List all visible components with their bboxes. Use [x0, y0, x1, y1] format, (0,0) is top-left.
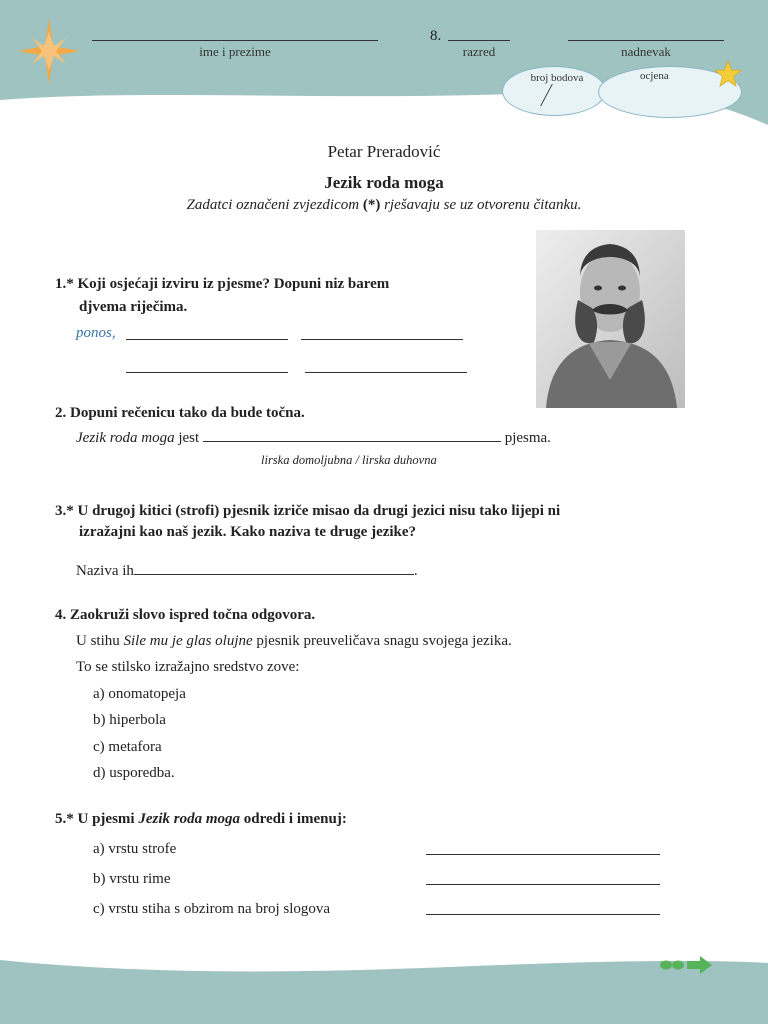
q4-line1-verse: Sile mu je glas olujne: [123, 633, 253, 649]
instruction-line: [0, 197, 768, 214]
name-line[interactable]: [92, 40, 378, 41]
compass-star-icon: [18, 18, 80, 84]
q4-option-c[interactable]: c) metafora: [93, 739, 162, 755]
q5-prompt-pre: 5.* U pjesmi: [55, 811, 139, 827]
star-icon: [714, 60, 742, 88]
q2-hint: lirska domoljubna / lirska duhovna: [261, 453, 437, 467]
instruction-post: rješavaju se uz otvorenu čitanku.: [380, 197, 582, 213]
grade-label: ocjena: [640, 70, 669, 82]
q2-sentence-mid: jest: [174, 430, 203, 446]
date-line[interactable]: [568, 40, 724, 41]
q2-poem-title: Jezik roda moga: [76, 430, 175, 446]
poem-title: Jezik roda moga: [324, 173, 444, 192]
q5-item-a: a) vrstu strofe: [93, 841, 177, 857]
q2-answer-line[interactable]: [203, 427, 501, 442]
q4-line1-pre: U stihu: [76, 633, 124, 649]
q4-line1-post: pjesnik preuveličava snagu svojega jezika.: [252, 633, 512, 649]
footer-band: [0, 945, 768, 1024]
q1-line1: 1.* Koji osjećaji izviru iz pjesme? Dopuni niz barem: [55, 276, 390, 292]
grade-number: 8.: [430, 28, 442, 44]
q4-option-b[interactable]: b) hiperbola: [93, 712, 166, 728]
q4-option-d[interactable]: d) usporedba.: [93, 765, 175, 781]
author-name: Petar Preradović: [327, 142, 441, 161]
q5-answer-c[interactable]: [426, 914, 660, 915]
q3-line1: 3.* U drugoj kitici (strofi) pjesnik izriče misao da drugi jezici nisu tako lijepi ni: [55, 503, 561, 519]
q5-item-b: b) vrstu rime: [93, 871, 171, 887]
q1-answer-2[interactable]: [301, 339, 463, 340]
q4-option-a[interactable]: a) onomatopeja: [93, 686, 186, 702]
q3-answer-line[interactable]: [134, 560, 414, 575]
q5-poem-title: Jezik roda moga: [138, 811, 240, 827]
name-label: ime i prezime: [199, 44, 271, 59]
q5-prompt-post: odredi i imenuj:: [240, 811, 347, 827]
q2-prompt: 2. Dopuni rečenicu tako da bude točna.: [55, 405, 305, 421]
instruction-mark: (*): [362, 197, 381, 213]
q5-answer-b[interactable]: [426, 884, 660, 885]
q3-answer-end: .: [413, 563, 418, 579]
q1-answer-1[interactable]: [126, 339, 288, 340]
q3-answer-prefix: Naziva ih: [76, 563, 134, 579]
q5-prompt: [55, 808, 347, 830]
q1-answer-4[interactable]: [305, 372, 467, 373]
q2-sentence-end: pjesma.: [500, 430, 551, 446]
q3-line2: izražajni kao naš jezik. Kako naziva te druge jezike?: [79, 524, 417, 540]
class-label: razred: [462, 44, 496, 59]
q5-item-c: c) vrstu stiha s obzirom na broj slogova: [93, 901, 331, 917]
date-label: nadnevak: [621, 44, 671, 59]
q1-example: ponos,: [76, 325, 116, 341]
q4-prompt: 4. Zaokruži slovo ispred točna odgovora.: [55, 607, 316, 623]
q2-sentence: [76, 427, 551, 449]
q3-answer-row: [76, 560, 418, 582]
q5-answer-a[interactable]: [426, 854, 660, 855]
next-page-arrow-icon[interactable]: [658, 954, 714, 976]
author-portrait-image: [536, 230, 685, 408]
q4-line2: To se stilsko izražajno sredstvo zove:: [76, 659, 300, 675]
q1-answer-3[interactable]: [126, 372, 288, 373]
q4-line1: [76, 630, 512, 652]
instruction-pre: Zadatci označeni zvjezdicom: [186, 197, 363, 213]
points-label: broj bodova: [530, 72, 584, 84]
class-line[interactable]: [448, 40, 510, 41]
q1-line2: djvema riječima.: [79, 299, 188, 315]
